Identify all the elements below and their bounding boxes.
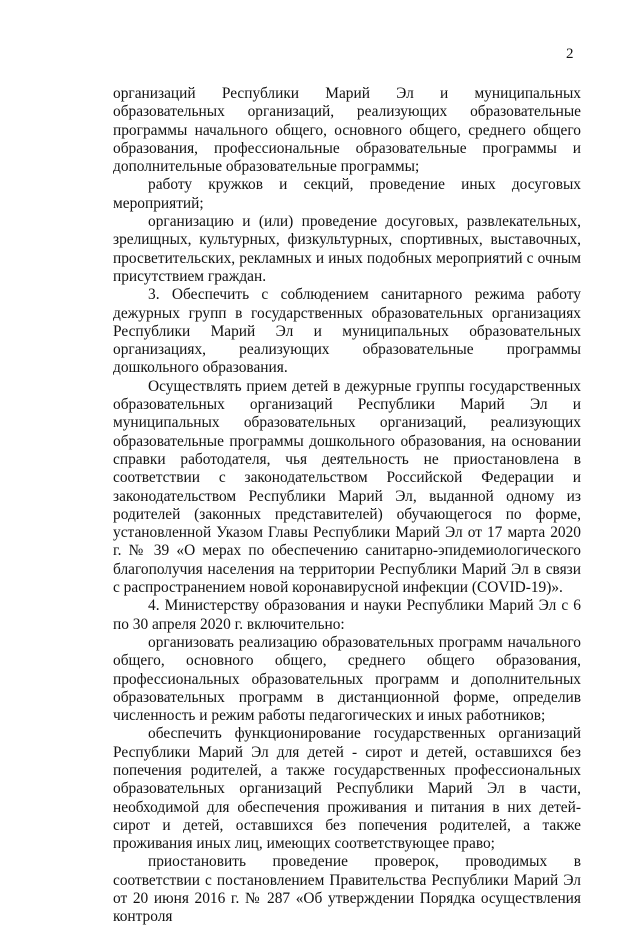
paragraph: работу кружков и секций, проведение иных досуговых мероприятий; — [113, 176, 581, 212]
page-number: 2 — [566, 46, 574, 62]
paragraph: приостановить проведение проверок, проводимых в соответствии с постановлением Правительства Республики Марий Эл от 20 июня 2016 г. № 287 «Об утверждении Порядка осуществления контроля — [113, 853, 581, 926]
paragraph: организовать реализацию образовательных программ начального общего, основного общего, среднего общего образования, профессиональных образовательных программ и дополнительных образовательных программ в дистанционной форме, определив численность и режим работы педагогических и иных работников; — [113, 633, 581, 725]
paragraph: Осуществлять прием детей в дежурные группы государственных образовательных организаций Республики Марий Эл и муниципальных образовательных организаций, реализующих образовательные программы дошкольного образования, на основании справки работодателя, чья деятельность не приостановлена в соответствии с законодательством Российской Федерации и законодательством Республики Марий Эл, выданной одному из родителей (законных представителей) обучающегося по форме, установленной Указом Главы Республики Марий Эл от 17 марта 2020 г. № 39 «О мерах по обеспечению санитарно-эпидемиологического благополучия населения на территории Республики Марий Эл в связи с распространением новой коронавирусной инфекции (COVID-19)». — [113, 377, 581, 597]
paragraph: 4. Министерству образования и науки Республики Марий Эл с 6 по 30 апреля 2020 г. включительно: — [113, 597, 581, 633]
paragraph: организацию и (или) проведение досуговых, развлекательных, зрелищных, культурных, физкультурных, спортивных, выставочных, просветительских, рекламных и иных подобных мероприятий с очным присутствием граждан. — [113, 213, 581, 285]
paragraph: организаций Республики Марий Эл и муниципальных образовательных организаций, реализующих образовательные программы начального общего, основного общего, среднего общего образования, профессиональные образовательные программы и дополнительные образовательные программы; — [113, 85, 581, 176]
document-body — [113, 85, 581, 927]
paragraph: 3. Обеспечить с соблюдением санитарного режима работу дежурных групп в государственных образовательных организациях Республики Марий Эл и муниципальных образовательных организациях, реализующих образовательные программы дошкольного образования. — [113, 286, 581, 377]
paragraph: обеспечить функционирование государственных организаций Республики Марий Эл для детей - сирот и детей, оставшихся без попечения родителей, а также государственных профессиональных образовательных организаций Республики Марий Эл в части, необходимой для обеспечения проживания и питания в них детей-сирот и детей, оставшихся без попечения родителей, а также проживания иных лиц, имеющих соответствующее право; — [113, 725, 581, 853]
